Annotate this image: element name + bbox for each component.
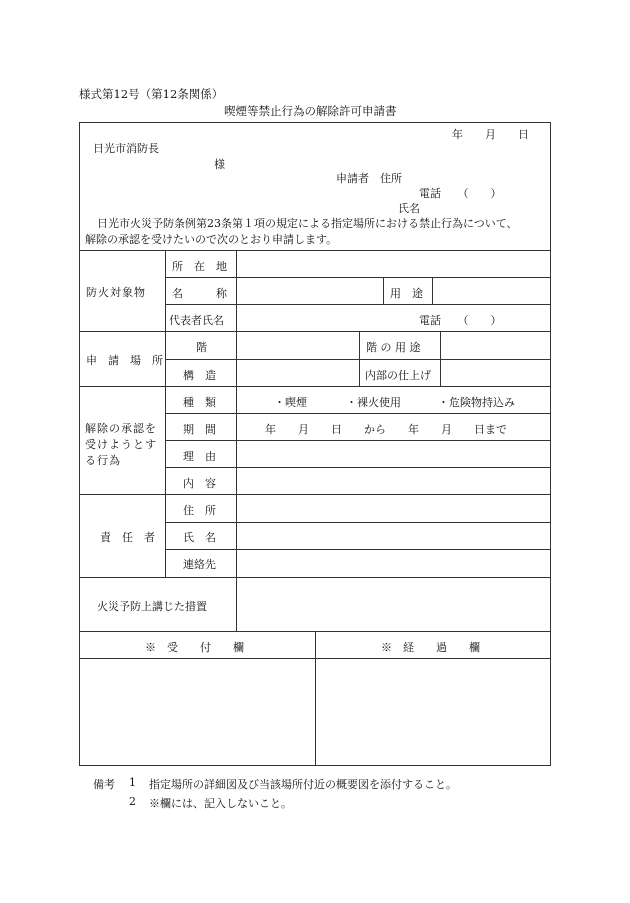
responsible-heading: 責 任 者 bbox=[100, 531, 155, 544]
place-heading: 申 請 場 所 bbox=[86, 354, 163, 367]
note-2-number: 2 bbox=[129, 795, 136, 808]
period-value[interactable]: 年 月 日 から 年 月 日まで bbox=[265, 423, 507, 436]
note-2: ※欄には、記入しないこと。 bbox=[149, 797, 292, 810]
rule-row bbox=[165, 304, 551, 305]
form-number: 様式第12号（第12条関係） bbox=[79, 87, 224, 101]
action-heading-line-1: 解除の承認を bbox=[85, 422, 157, 435]
floor-label: 階 bbox=[196, 341, 207, 354]
statement-line-2: 解除の承認を受けたいので次のとおり申請します。 bbox=[85, 233, 338, 246]
type-option-hazmat[interactable]: ・危険物持込み bbox=[438, 396, 515, 409]
rule-measures-top bbox=[79, 577, 551, 578]
type-option-smoking[interactable]: ・喫煙 bbox=[274, 396, 307, 409]
floor-use-label: 階 の 用 途 bbox=[366, 341, 421, 354]
rule-row bbox=[165, 522, 551, 523]
applicant-phone-label: 電話 （ ） bbox=[419, 187, 502, 200]
rule-place-top bbox=[79, 331, 551, 332]
target-heading: 防火対象物 bbox=[86, 286, 146, 299]
applicant-name-label: 氏名 bbox=[398, 202, 420, 215]
measures-label: 火災予防上講じた措置 bbox=[97, 600, 207, 613]
interior-label: 内部の仕上げ bbox=[365, 369, 431, 382]
type-label: 種 類 bbox=[183, 396, 216, 409]
representative-label: 代表者氏名 bbox=[169, 314, 224, 327]
rule-col-label bbox=[236, 250, 237, 631]
responsible-contact-label: 連絡先 bbox=[183, 558, 216, 571]
reason-label: 理 由 bbox=[183, 450, 216, 463]
rule-row bbox=[165, 359, 551, 360]
rule-col-use bbox=[383, 277, 384, 304]
type-option-open-flame[interactable]: ・裸火使用 bbox=[346, 396, 401, 409]
statement-line-1: 日光市火災予防条例第23条第１項の規定による指定場所における禁止行為について、 bbox=[97, 217, 518, 230]
rule-col-floor-use-value bbox=[440, 331, 441, 386]
rule-row bbox=[165, 467, 551, 468]
rule-row bbox=[165, 413, 551, 414]
rule-col-use-value bbox=[432, 277, 433, 304]
action-heading-line-3: る行為 bbox=[85, 454, 121, 467]
period-label: 期 間 bbox=[183, 423, 216, 436]
rule-responsible-top bbox=[79, 494, 551, 495]
form-title: 喫煙等禁止行為の解除許可申請書 bbox=[224, 104, 397, 118]
target-phone-label: 電話 （ ） bbox=[419, 314, 502, 327]
rule-row bbox=[165, 549, 551, 550]
progress-label: ※ 経 過 欄 bbox=[381, 641, 480, 654]
rule-row bbox=[165, 277, 551, 278]
target-name-label: 名 称 bbox=[172, 287, 227, 300]
structure-label: 構 造 bbox=[183, 369, 216, 382]
content-label: 内 容 bbox=[183, 477, 216, 490]
honorific: 様 bbox=[214, 158, 225, 171]
action-heading-line-2: 受けようとす bbox=[85, 438, 157, 451]
rule-action-top bbox=[79, 386, 551, 387]
location-label: 所 在 地 bbox=[172, 260, 227, 273]
use-label: 用 途 bbox=[390, 287, 423, 300]
rule-col-office bbox=[315, 631, 316, 766]
reception-label: ※ 受 付 欄 bbox=[145, 641, 244, 654]
addressee: 日光市消防長 bbox=[93, 142, 159, 155]
rule-row bbox=[165, 440, 551, 441]
rule-col-category bbox=[165, 250, 166, 577]
date-field[interactable]: 年 月 日 bbox=[452, 128, 529, 141]
responsible-name-label: 氏 名 bbox=[183, 531, 216, 544]
responsible-address-label: 住 所 bbox=[183, 504, 216, 517]
rule-target-top bbox=[79, 250, 551, 251]
note-1: 指定場所の詳細図及び当該場所付近の概要図を添付すること。 bbox=[149, 778, 457, 791]
applicant-address-label: 申請者 住所 bbox=[336, 172, 402, 185]
notes-heading: 備考 bbox=[93, 778, 115, 791]
note-1-number: 1 bbox=[129, 776, 136, 789]
rule-col-floor-use bbox=[359, 331, 360, 386]
